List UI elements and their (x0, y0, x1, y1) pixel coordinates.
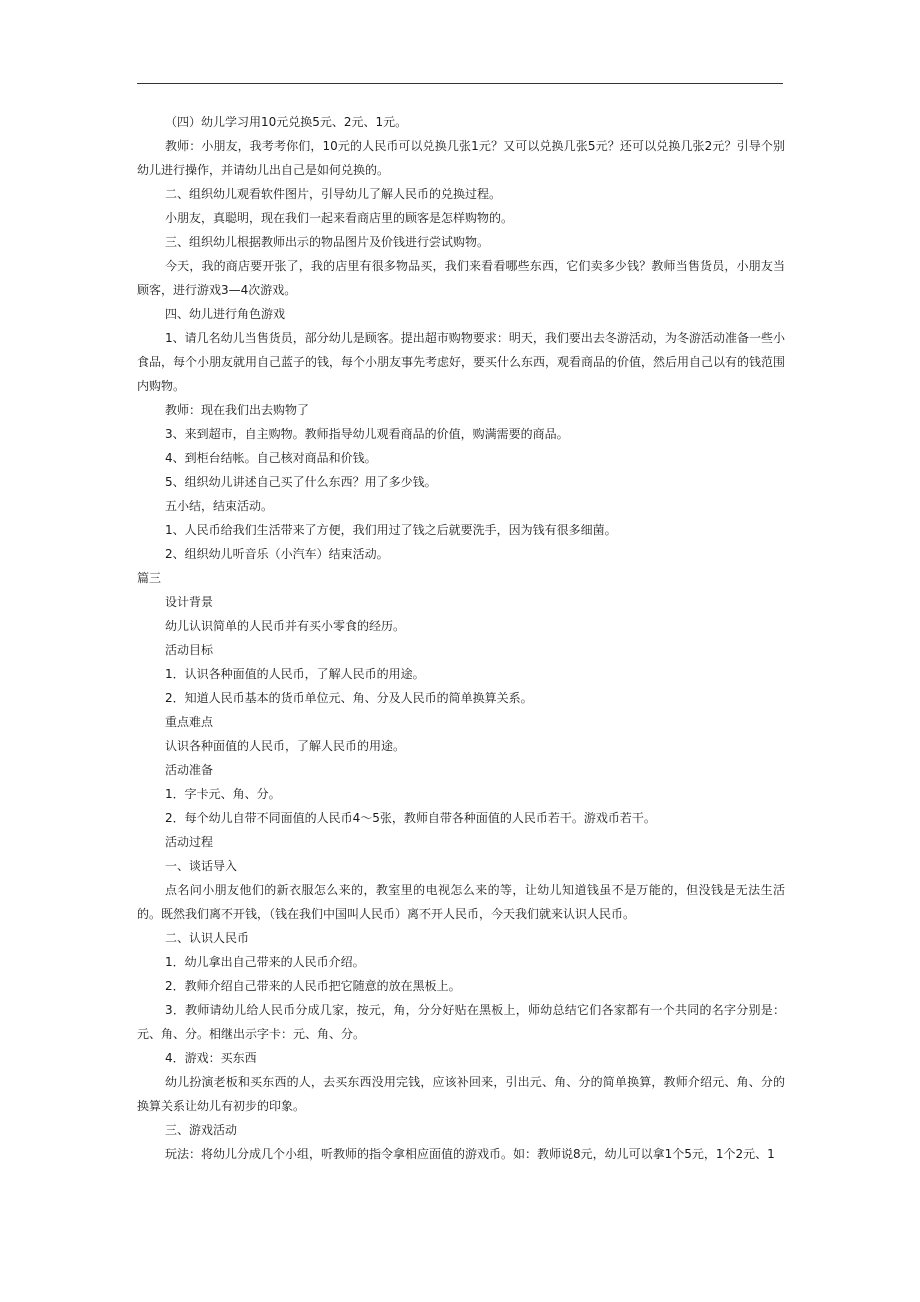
document-paragraph: 设计背景 (165, 595, 214, 609)
document-paragraph: 幼儿认识简单的人民币并有买小零食的经历。 (165, 619, 406, 633)
section-heading: 篇三 (137, 571, 162, 585)
document-paragraph: 2．知道人民币基本的货币单位元、角、分及人民币的简单换算关系。 (165, 691, 533, 705)
document-paragraph: 1、人民币给我们生活带来了方便，我们用过了钱之后就要洗手，因为钱有很多细菌。 (165, 523, 617, 537)
document-paragraph: 1．幼儿拿出自己带来的人民币介绍。 (165, 955, 365, 969)
document-paragraph: 小朋友，真聪明，现在我们一起来看商店里的顾客是怎样购物的。 (165, 211, 514, 225)
document-paragraph: 1．认识各种面值的人民币，了解人民币的用途。 (165, 667, 425, 681)
document-paragraph: 4、到柜台结帐。自己核对商品和价钱。 (165, 451, 377, 465)
document-paragraph: 四、幼儿进行角色游戏 (165, 307, 286, 321)
document-paragraph: 4．游戏：买东西 (165, 1051, 257, 1065)
document-paragraph: 三、组织幼儿根据教师出示的物品图片及价钱进行尝试购物。 (165, 235, 490, 249)
document-paragraph: 重点难点 (165, 715, 214, 729)
document-paragraph: 2．教师介绍自己带来的人民币把它随意的放在黑板上。 (165, 979, 461, 993)
document-paragraph: 三、游戏活动 (165, 1123, 238, 1137)
document-paragraph: 教师：小朋友，我考考你们，10元的人民币可以兑换几张1元？又可以兑换几张5元？还可以兑换几张2元？引导个别幼儿进行操作，并请幼儿出自己是如何兑换的。 (137, 139, 785, 177)
document-paragraph: 二、认识人民币 (165, 931, 250, 945)
document-paragraph: 3、来到超市，自主购物。教师指导幼儿观看商品的价值，购满需要的商品。 (165, 427, 569, 441)
document-paragraph: 2、组织幼儿听音乐（小汽车）结束活动。 (165, 547, 389, 561)
document-paragraph: 5、组织幼儿讲述自己买了什么东西？用了多少钱。 (165, 475, 437, 489)
document-paragraph: 二、组织幼儿观看软件图片，引导幼儿了解人民币的兑换过程。 (165, 187, 502, 201)
document-paragraph: 1．字卡元、角、分。 (165, 787, 281, 801)
document-paragraph: 1、请几名幼儿当售货员，部分幼儿是顾客。提出超市购物要求：明天，我们要出去冬游活动，为冬游活动准备一些小食品，每个小朋友就用自己蓝子的钱，每个小朋友事先考虑好，要买什么东西，观看商品的价值，然后用自己以有的钱范围内购物。 (137, 331, 786, 393)
document-paragraph: 幼儿扮演老板和买东西的人，去买东西没用完钱，应该补回来，引出元、角、分的简单换算，教师介绍元、角、分的换算关系让幼儿有初步的印象。 (137, 1075, 785, 1113)
document-paragraph: 活动准备 (165, 763, 214, 777)
document-paragraph: 一、谈话导入 (165, 859, 238, 873)
document-paragraph: 今天，我的商店要开张了，我的店里有很多物品买，我们来看看哪些东西，它们卖多少钱？教师当售货员，小朋友当顾客，进行游戏3—4次游戏。 (137, 259, 785, 297)
document-paragraph: 活动目标 (165, 643, 214, 657)
document-paragraph: 五小结，结束活动。 (165, 499, 274, 513)
document-paragraph: （四）幼儿学习用10元兑换5元、2元、1元。 (165, 115, 408, 129)
header-rule (137, 83, 783, 84)
document-body (137, 110, 785, 1166)
document-paragraph: 玩法：将幼儿分成几个小组，听教师的指令拿相应面值的游戏币。如：教师说8元，幼儿可以拿1个5元，1个2元、1 (165, 1147, 775, 1161)
document-paragraph: 3．教师请幼儿给人民币分成几家，按元，角，分分好贴在黑板上，师幼总结它们各家都有一个共同的名字分别是：元、角、分。相继出示字卡：元、角、分。 (137, 1003, 785, 1041)
document-paragraph: 认识各种面值的人民币，了解人民币的用途。 (165, 739, 406, 753)
document-paragraph: 教师：现在我们出去购物了 (165, 403, 310, 417)
document-paragraph: 点名问小朋友他们的新衣服怎么来的，教室里的电视怎么来的等，让幼儿知道钱虽不是万能的，但没钱是无法生活的。既然我们离不开钱，（钱在我们中国叫人民币）离不开人民币，今天我们就来认识人民币。 (137, 883, 785, 921)
document-paragraph: 2．每个幼儿自带不同面值的人民币4～5张，教师自带各种面值的人民币若干。游戏币若干。 (165, 811, 656, 825)
document-paragraph: 活动过程 (165, 835, 214, 849)
